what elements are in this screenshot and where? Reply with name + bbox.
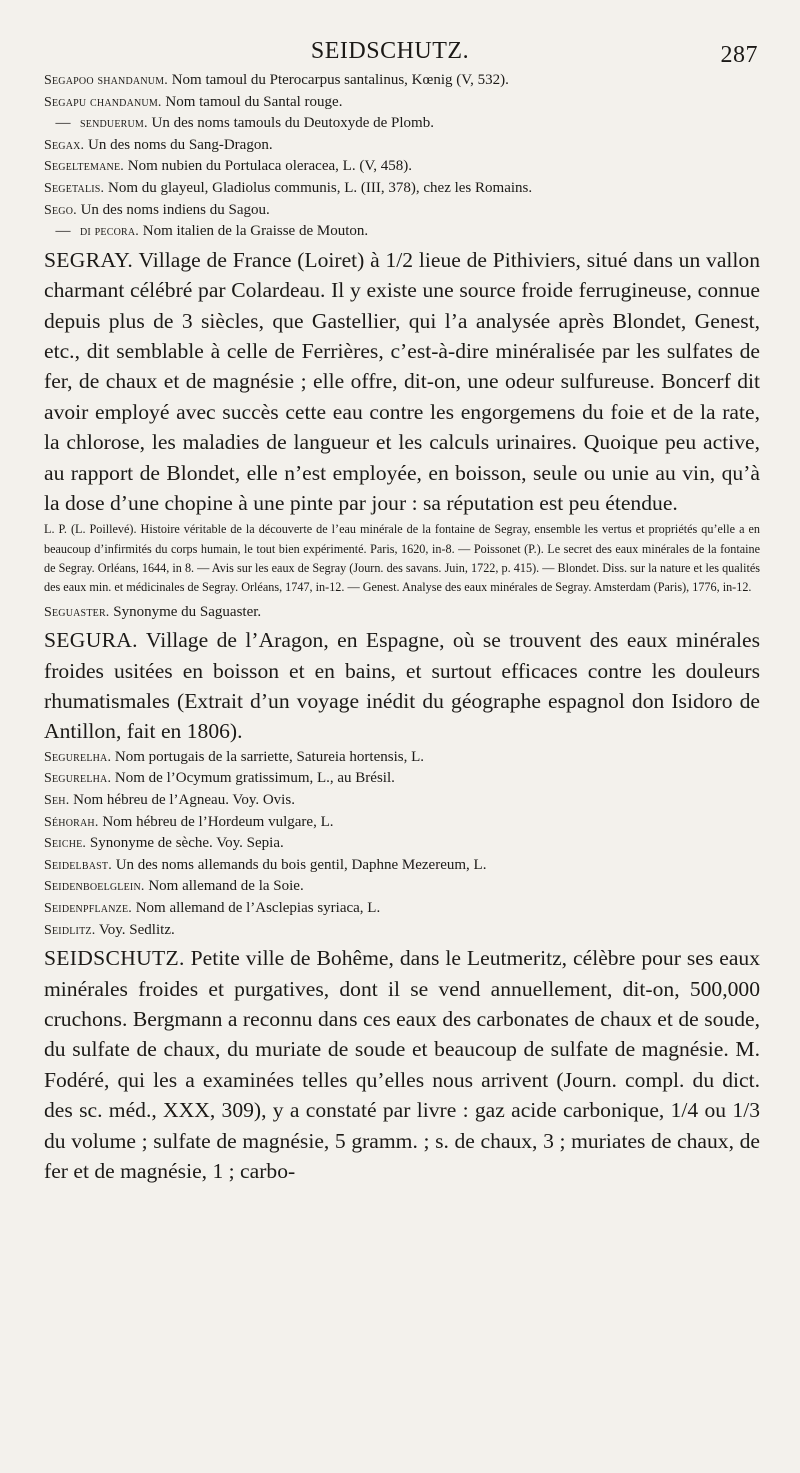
dictionary-entry bbox=[20, 135, 760, 157]
repeat-dash: — bbox=[55, 223, 71, 240]
entry-headword: Seguaster. bbox=[44, 604, 110, 620]
dictionary-entry bbox=[20, 790, 760, 812]
entry-headword: di pecora. bbox=[80, 224, 140, 240]
entry-headword: Seidenboelglein. bbox=[44, 879, 145, 895]
entry-headword: Segurelha. bbox=[44, 771, 112, 787]
entry-headword: Segax. bbox=[44, 137, 85, 153]
entry-headword: Seh. bbox=[44, 793, 70, 808]
dictionary-entry bbox=[20, 200, 760, 222]
entry-body: Nom nubien du Portulaca oleracea, L. (V, 458). bbox=[123, 158, 412, 175]
entry-headword: Segurelha. bbox=[44, 749, 112, 765]
dictionary-entry bbox=[20, 920, 760, 942]
entry-headword: Sego. bbox=[44, 202, 77, 218]
entry-body: Nom italien de la Graisse de Mouton. bbox=[139, 223, 369, 240]
short-entries-a bbox=[20, 70, 760, 243]
entry-body: Nom allemand de la Soie. bbox=[144, 878, 304, 895]
entry-body: Nom tamoul du Pterocarpus santalinus, Kœnig (V, 532). bbox=[167, 72, 509, 88]
entry-body: Voy. Sedlitz. bbox=[95, 921, 175, 938]
entry-body: Village de l’Aragon, en Espagne, où se trouvent des eaux minérales froides usitées en boisson et en bains, et surtout efficaces contre les douleurs rhumatismales (Extrait d’un voyage inédit du géographe espagnol don Isidoro de Antillon, fait en 1806). bbox=[44, 628, 760, 744]
dictionary-entry bbox=[20, 156, 760, 178]
dictionary-entry bbox=[20, 178, 760, 200]
dictionary-entry bbox=[20, 812, 760, 834]
entry-body: Nom hébreu de l’Agneau. Voy. Ovis. bbox=[69, 792, 295, 808]
entry-body: Nom du glayeul, Gladiolus communis, L. (III, 378), chez les Romains. bbox=[104, 179, 533, 196]
entry-body: Nom hébreu de l’Hordeum vulgare, L. bbox=[98, 813, 334, 830]
entry-body: Nom de l’Ocymum gratissimum, L., au Brésil. bbox=[111, 770, 395, 787]
entry-headword: SEGRAY. bbox=[44, 247, 134, 272]
entry-headword: Segapu chandanum. bbox=[44, 94, 162, 110]
entry-body: Nom portugais de la sarriette, Satureia hortensis, L. bbox=[111, 748, 425, 765]
entry-headword: Seiche. bbox=[44, 836, 87, 852]
entry-body: Un des noms allemands du bois gentil, Daphne Mezereum, L. bbox=[111, 856, 487, 873]
short-entries-b bbox=[20, 747, 760, 941]
dictionary-entry bbox=[20, 876, 760, 898]
entry-seguaster bbox=[20, 602, 760, 624]
entry-body: Un des noms du Sang-Dragon. bbox=[84, 136, 273, 153]
dictionary-entry bbox=[20, 855, 760, 877]
entry-seidschutz bbox=[20, 943, 760, 1186]
entry-headword: SEGURA. bbox=[44, 628, 138, 653]
entry-body: Synonyme de sèche. Voy. Sepia. bbox=[86, 835, 284, 852]
bibliography-segray: L. P. (L. Poillevé). Histoire véritable de la découverte de l’eau minérale de la fontaine de Segray, ensemble les vertus et propriétés qu’elle a en beaucoup d’infirmités du corps humain, le tout bien expérimenté. Paris, 1620, in-8. — Poissonet (P.). Le secret des eaux minérales de la fontaine de Segray. Orléans, 1644, in 8. — Avis sur les eaux de Segray (Journ. des savans. Juin, 1722, p. 415). — Blondet. Diss. sur la nature et les qualités des eaux min. et médicinales de Segray. Orléans, 1747, in-12. — Genest. Analyse des eaux minérales de Segray. Amsterdam (Paris), 1776, in-12. bbox=[44, 522, 760, 595]
entry-headword: Segeltemane. bbox=[44, 159, 124, 175]
entry-headword: Seidelbast. bbox=[44, 857, 112, 873]
entry-body: Nom tamoul du Santal rouge. bbox=[161, 93, 343, 110]
dictionary-entry bbox=[20, 70, 760, 92]
entry-headword: senduerum. bbox=[80, 116, 148, 132]
dictionary-entry bbox=[20, 92, 760, 114]
entry-headword: SEIDSCHUTZ. bbox=[44, 946, 185, 971]
dictionary-entry bbox=[20, 898, 760, 920]
dictionary-entry bbox=[20, 833, 760, 855]
dictionary-entry bbox=[20, 768, 760, 790]
entry-headword: Seidlitz. bbox=[44, 922, 96, 938]
page-number: 287 bbox=[720, 42, 758, 68]
entry-headword: Séhorah. bbox=[44, 814, 99, 830]
entry-headword: Segapoo shandanum. bbox=[44, 73, 168, 88]
entry-segura bbox=[20, 625, 760, 747]
dictionary-entry bbox=[20, 221, 760, 243]
entry-segray bbox=[20, 245, 760, 519]
entry-body: Nom allemand de l’Asclepias syriaca, L. bbox=[131, 899, 381, 916]
entry-body: Petite ville de Bohême, dans le Leutmeritz, célèbre pour ses eaux minérales froides et purgatives, dont il se vend annuellement, dit-on, 500,000 cruchons. Bergmann a reconnu dans ces eaux des carbonates de chaux et de soude, du sulfate de chaux, du muriate de soude et beaucoup de sulfate de magnésie. M. Fodéré, qui les a examinées telles qu’elles nous arrivent (Journ. compl. du dict. des sc. méd., XXX, 309), y a constaté par livre : gaz acide carbonique, 1/4 ou 1/3 du volume ; sulfate de magnésie, 5 gramm. ; s. de chaux, 3 ; muriates de chaux, de fer et de magnésie, 1 ; carbo- bbox=[44, 946, 760, 1183]
entry-headword: Segetalis. bbox=[44, 180, 105, 196]
entry-body: Synonyme du Saguaster. bbox=[109, 603, 262, 620]
page-header bbox=[20, 26, 760, 70]
entry-body: Un des noms tamouls du Deutoxyde de Plomb. bbox=[147, 115, 434, 132]
entry-headword: Seidenpflanze. bbox=[44, 900, 132, 916]
running-title: SEIDSCHUTZ. bbox=[310, 38, 470, 64]
entry-body: Un des noms indiens du Sagou. bbox=[76, 201, 270, 218]
dictionary-entry bbox=[20, 113, 760, 135]
entry-body: Village de France (Loiret) à 1/2 lieue de Pithiviers, situé dans un vallon charmant célébré par Colardeau. Il y existe une source froide ferrugineuse, connue depuis plus de 3 siècles, que Gastellier, qui l’a analysée après Blondet, Genest, etc., dit semblable à celle de Ferrières, c’est-à-dire minéralisée par les sulfates de fer, de chaux et de magnésie ; elle offre, dit-on, une odeur sulfureuse. Boncerf dit avoir employé avec succès cette eau contre les engorgemens du foie et de la rate, la chlorose, les maladies de langueur et les calculs urinaires. Quoique peu active, au rapport de Blondet, elle n’est employée, en boisson, seule ou unie au vin, qu’à la dose d’une chopine à une pinte par jour : sa réputation est peu étendue. bbox=[44, 247, 760, 515]
repeat-dash: — bbox=[55, 115, 71, 132]
dictionary-entry bbox=[20, 747, 760, 769]
